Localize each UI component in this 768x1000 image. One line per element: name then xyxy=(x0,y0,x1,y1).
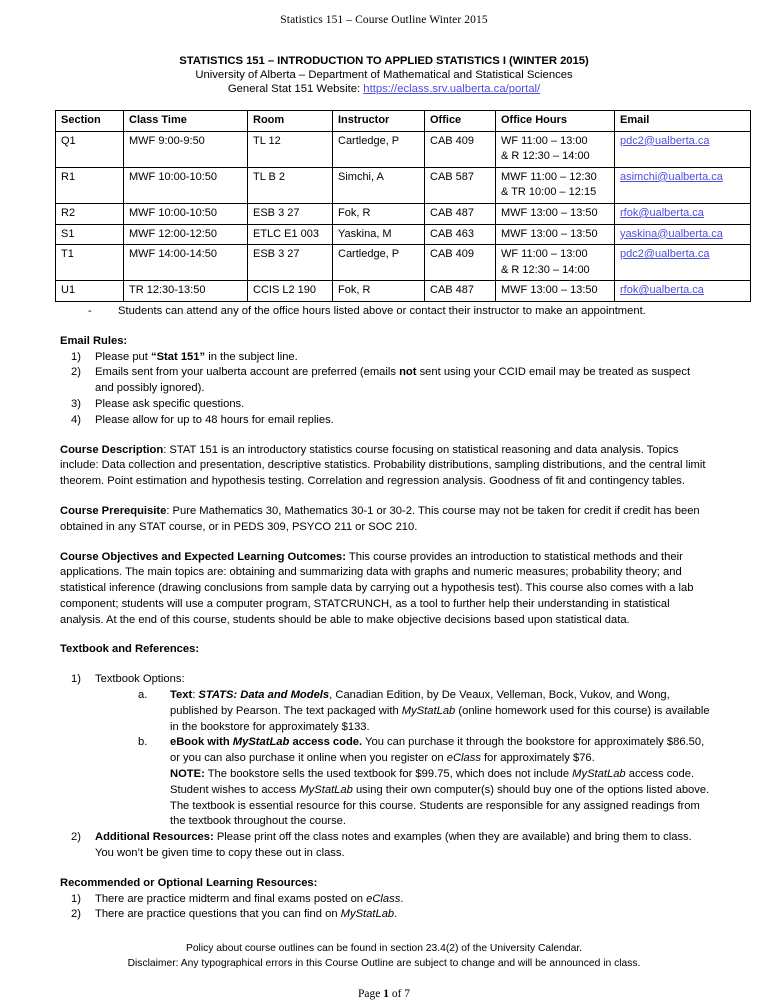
list-item xyxy=(71,892,710,908)
table-row xyxy=(56,167,751,203)
list-marker: 2) xyxy=(71,831,81,844)
email-rules-list xyxy=(0,350,768,429)
option-b-text-mid: You can purchase it through the bookstore for approximately $86.50, or you can also purchase it online when you register on xyxy=(170,736,705,765)
email-rules-heading: Email Rules: xyxy=(60,334,128,347)
course-prerequisite-block xyxy=(0,504,768,536)
dash-bullet-icon: - xyxy=(88,304,92,317)
column-header-email: Email xyxy=(615,111,751,132)
additional-resources-label: Additional Resources: xyxy=(95,831,214,844)
item-text-italic: MyStatLab xyxy=(340,908,395,921)
office-hours-line-1: MWF 11:00 – 12:30 xyxy=(501,170,597,183)
item-text-pre: Please put xyxy=(95,350,151,363)
course-objectives-block xyxy=(0,550,768,629)
course-description-heading: Course Description xyxy=(60,443,164,456)
option-b-bold-pre: eBook with xyxy=(170,736,233,749)
item-text-pre: Please ask specific questions. xyxy=(95,397,245,410)
textbook-option-sublist xyxy=(0,688,768,767)
cell-office-hours xyxy=(496,245,615,281)
list-item xyxy=(138,688,710,735)
page-title: STATISTICS 151 – INTRODUCTION TO APPLIED STATISTICS I (WINTER 2015) xyxy=(179,55,589,67)
list-item xyxy=(71,672,710,688)
cell-office: CAB 409 xyxy=(425,245,496,281)
item-text-pre: Please allow for up to 48 hours for email replies. xyxy=(95,413,334,426)
cell-class-time: MWF 9:00-9:50 xyxy=(124,131,248,167)
course-prerequisite-paragraph xyxy=(60,504,713,536)
recommended-resources-list xyxy=(0,892,768,924)
item-text-post: in the subject line. xyxy=(205,350,298,363)
list-marker: 3) xyxy=(71,397,81,410)
table-footnote-text: Students can attend any of the office hours listed above or contact their instructor to make an appointment. xyxy=(118,304,646,317)
cell-room: ETLC E1 003 xyxy=(248,224,333,245)
course-objectives-paragraph xyxy=(60,550,713,629)
cell-section: R2 xyxy=(56,203,124,224)
list-marker: 4) xyxy=(71,413,81,426)
course-objectives-body: This course provides an introduction to statistical methods and their applications. The main topics are: obtaining and summarizing data with graphs and numeric measures; probability theory; and statistical inference (drawing conclusions from sample data by carrying out a hypothesis test). This course also comes with a lab component; students will use a computer program, STATCRUNCH, as a tool to further help their understanding in statistical analysis. At the end of this course, students should be able to make objective decisions based upon statistical data. xyxy=(60,550,694,626)
office-hours-line-2: & R 12:30 – 14:00 xyxy=(501,263,590,276)
website-line xyxy=(0,83,768,95)
column-header-room: Room xyxy=(248,111,333,132)
recommended-resources-heading: Recommended or Optional Learning Resources: xyxy=(60,876,318,889)
list-item xyxy=(71,365,710,397)
table-row xyxy=(56,224,751,245)
item-text-pre: There are practice midterm and final exams posted on xyxy=(95,892,367,905)
cell-office: CAB 587 xyxy=(425,167,496,203)
option-b-eclass: eClass xyxy=(446,752,481,765)
page-current: 1 xyxy=(383,988,389,1000)
note-mystatlab-2: MyStatLab xyxy=(299,783,353,796)
office-hours-line-1: WF 11:00 – 13:00 xyxy=(501,134,588,147)
item-text-bold: not xyxy=(399,366,417,379)
list-item xyxy=(138,735,710,767)
cell-class-time: MWF 12:00-12:50 xyxy=(124,224,248,245)
cell-section: S1 xyxy=(56,224,124,245)
cell-class-time: MWF 14:00-14:50 xyxy=(124,245,248,281)
note-text-2: access code. Student wishes to access xyxy=(170,768,695,796)
course-website-link[interactable]: https://eclass.srv.ualberta.ca/portal/ xyxy=(363,83,541,95)
list-item xyxy=(71,397,710,413)
list-marker: a. xyxy=(138,689,148,702)
table-row xyxy=(56,203,751,224)
cell-email xyxy=(615,281,751,302)
list-marker: 1) xyxy=(71,350,81,363)
recommended-resources-block xyxy=(0,876,768,923)
cell-office-hours xyxy=(496,203,615,224)
cell-class-time: MWF 10:00-10:50 xyxy=(124,167,248,203)
office-hours-line-2: & R 12:30 – 14:00 xyxy=(501,150,590,163)
item-text-post: . xyxy=(394,908,398,921)
cell-section: U1 xyxy=(56,281,124,302)
email-link[interactable]: asimchi@ualberta.ca xyxy=(620,170,723,183)
cell-email xyxy=(615,203,751,224)
cell-office-hours xyxy=(496,131,615,167)
disclaimer-note: Disclaimer: Any typographical errors in this Course Outline are subject to change and will be announced in class. xyxy=(127,958,641,970)
table-row xyxy=(56,131,751,167)
cell-room: ESB 3 27 xyxy=(248,203,333,224)
additional-resources-text: Please print off the class notes and examples (when they are available) and bring them to class. You won’t be given time to copy these out in class. xyxy=(95,831,692,860)
cell-section: R1 xyxy=(56,167,124,203)
running-head: Statistics 151 – Course Outline Winter 2015 xyxy=(280,14,488,26)
cell-instructor: Cartledge, P xyxy=(333,245,425,281)
cell-office-hours xyxy=(496,224,615,245)
cell-section: Q1 xyxy=(56,131,124,167)
course-description-paragraph xyxy=(60,443,713,490)
cell-room: CCIS L2 190 xyxy=(248,281,333,302)
title-block xyxy=(0,55,768,95)
footer-note-block xyxy=(0,941,768,971)
note-mystatlab-1: MyStatLab xyxy=(572,768,626,781)
table-row xyxy=(56,245,751,281)
option-b-bold-post: access code. xyxy=(289,736,363,749)
note-text-1: The bookstore sells the used textbook for $99.75, which does not include xyxy=(204,768,573,781)
cell-email xyxy=(615,167,751,203)
column-header-office: Office xyxy=(425,111,496,132)
website-label: General Stat 151 Website: xyxy=(227,83,361,95)
option-a-book-title: STATS: Data and Models xyxy=(198,689,330,702)
cell-email xyxy=(615,131,751,167)
item-text-post: . xyxy=(400,892,404,905)
textbook-note xyxy=(170,767,711,830)
cell-room: TL B 2 xyxy=(248,167,333,203)
option-a-text-end: (online homework used for this course) is available in the bookstore for approximately $133. xyxy=(170,704,710,733)
page-suffix: of 7 xyxy=(388,988,411,1000)
course-prerequisite-body: : Pure Mathematics 30, Mathematics 30-1 or 30-2. This course may not be taken for credit if credit has been obtained in any STAT course, or in PEDS 309, PSYCO 211 or SOC 210. xyxy=(60,504,700,533)
list-item xyxy=(71,907,710,923)
table-row xyxy=(56,281,751,302)
office-hours-line-1: WF 11:00 – 13:00 xyxy=(501,248,588,261)
list-marker: 2) xyxy=(71,908,81,921)
cell-office-hours xyxy=(496,167,615,203)
list-marker: 1) xyxy=(71,892,81,905)
sections-table-wrap xyxy=(55,110,723,302)
page-prefix: Page xyxy=(357,988,384,1000)
cell-office-hours xyxy=(496,281,615,302)
column-header-class-time: Class Time xyxy=(124,111,248,132)
email-link[interactable]: pdc2@ualberta.ca xyxy=(620,134,710,147)
cell-class-time: TR 12:30-13:50 xyxy=(124,281,248,302)
item-text-bold: “Stat 151” xyxy=(150,350,206,363)
list-marker: b. xyxy=(138,736,148,749)
list-item xyxy=(71,413,710,429)
page-number xyxy=(0,988,768,1000)
email-link[interactable]: pdc2@ualberta.ca xyxy=(620,248,710,261)
note-label: NOTE: xyxy=(170,768,205,781)
cell-instructor: Simchi, A xyxy=(333,167,425,203)
sections-table-body xyxy=(56,131,751,301)
course-description-block xyxy=(0,443,768,490)
cell-office: CAB 487 xyxy=(425,281,496,302)
additional-resources-item xyxy=(71,830,710,862)
column-header-section: Section xyxy=(56,111,124,132)
office-hours-line-1: MWF 13:00 – 13:50 xyxy=(501,284,598,297)
cell-office: CAB 463 xyxy=(425,224,496,245)
cell-instructor: Fok, R xyxy=(333,203,425,224)
note-text-3: using their own computer(s) should buy one of the options listed above. The textbook is essential resource for this course. Students are responsible for any assigned readings from the textbook throughout the course. xyxy=(170,783,710,828)
list-marker: 2) xyxy=(71,366,81,379)
cell-office: CAB 409 xyxy=(425,131,496,167)
office-hours-line-1: MWF 13:00 – 13:50 xyxy=(501,206,598,219)
table-footnote xyxy=(0,304,768,320)
sections-table xyxy=(55,110,751,302)
cell-room: TL 12 xyxy=(248,131,333,167)
cell-section: T1 xyxy=(56,245,124,281)
option-a-lead: Text xyxy=(170,689,193,702)
cell-room: ESB 3 27 xyxy=(248,245,333,281)
email-link[interactable]: rfok@ualberta.ca xyxy=(620,284,704,297)
cell-class-time: MWF 10:00-10:50 xyxy=(124,203,248,224)
item-text-pre: Emails sent from your ualberta account are preferred (emails xyxy=(95,366,400,379)
column-header-office-hours: Office Hours xyxy=(496,111,615,132)
item-text-post: sent using your CCID email may be treated as suspect and possibly ignored). xyxy=(95,366,691,395)
office-hours-line-1: MWF 13:00 – 13:50 xyxy=(501,227,598,240)
cell-instructor: Yaskina, M xyxy=(333,224,425,245)
cell-instructor: Cartledge, P xyxy=(333,131,425,167)
item-text-pre: There are practice questions that you can find on xyxy=(95,908,341,921)
list-marker: 1) xyxy=(71,673,81,686)
course-objectives-heading: Course Objectives and Expected Learning Outcomes: xyxy=(60,550,346,563)
email-link[interactable]: rfok@ualberta.ca xyxy=(620,206,704,219)
course-description-body: : STAT 151 is an introductory statistics course focusing on statistical reasoning and data analysis. Topics include: Data collection and presentation, descriptive statistics. Probability distributions, sampling distributions, and the central limit theorem. Point estimation and hypothesis testing. Correlation and regression analysis. Goodness of fit and contingency tables. xyxy=(60,443,706,488)
department-subtitle: University of Alberta – Department of Mathematical and Statistical Sciences xyxy=(195,69,573,81)
course-prerequisite-heading: Course Prerequisite xyxy=(60,504,167,517)
office-hours-line-2: & TR 10:00 – 12:15 xyxy=(501,186,597,199)
cell-instructor: Fok, R xyxy=(333,281,425,302)
policy-note: Policy about course outlines can be found in section 23.4(2) of the University Calendar. xyxy=(185,943,583,955)
option-b-text-end: for approximately $76. xyxy=(480,752,595,765)
cell-office: CAB 487 xyxy=(425,203,496,224)
option-a-text-mid: , Canadian Edition, by De Veaux, Velleman, Bock, Vukov, and Wong, published by Pearson. The text packaged with xyxy=(170,689,670,717)
option-b-mystatlab: MyStatLab xyxy=(232,736,290,749)
option-a-after-lead: : xyxy=(192,689,199,702)
table-header-row xyxy=(56,111,751,132)
item-text-italic: eClass xyxy=(366,892,401,905)
email-link[interactable]: yaskina@ualberta.ca xyxy=(620,227,723,240)
textbook-options-list xyxy=(0,672,768,688)
textbook-options-label: Textbook Options: xyxy=(95,673,185,686)
cell-email xyxy=(615,224,751,245)
textbook-block xyxy=(0,642,768,861)
option-a-mystatlab: MyStatLab xyxy=(401,704,456,717)
textbook-heading: Textbook and References: xyxy=(60,643,200,656)
email-rules-block xyxy=(0,334,768,429)
list-item xyxy=(71,350,710,366)
cell-email xyxy=(615,245,751,281)
column-header-instructor: Instructor xyxy=(333,111,425,132)
